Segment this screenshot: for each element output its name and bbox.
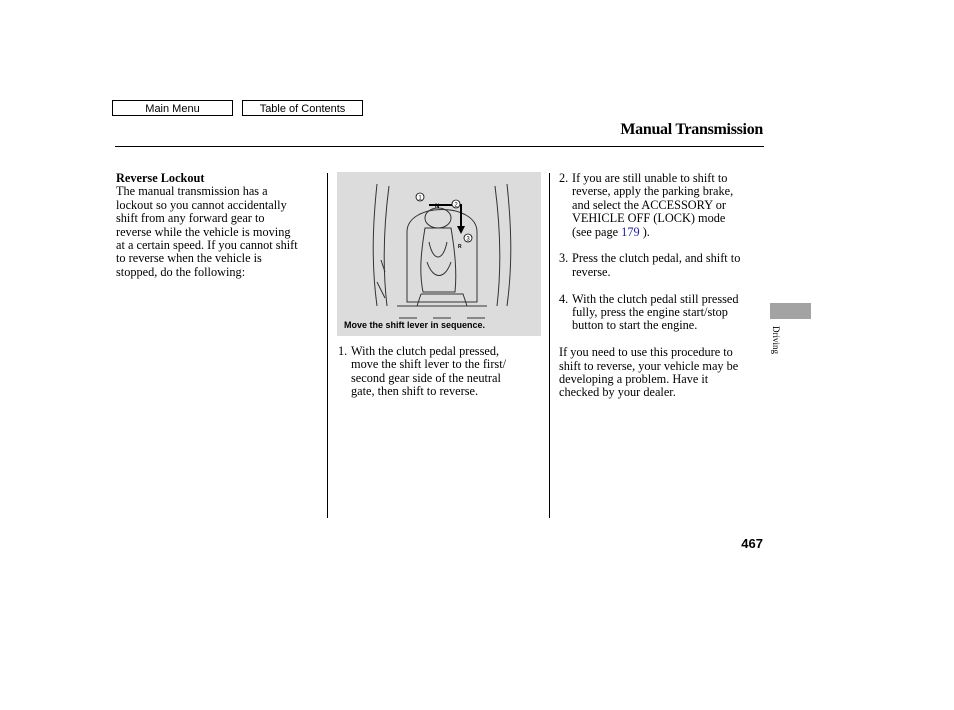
intro-line: lockout so you cannot accidentally (116, 197, 287, 212)
step-line: second gear side of the neutral (351, 370, 501, 385)
step-1 (338, 345, 533, 399)
step-line: reverse. (572, 264, 611, 279)
step-3 (559, 252, 765, 279)
note-line: shift to reverse, your vehicle may be (559, 358, 739, 373)
column-divider-right (549, 173, 550, 518)
step-line: reverse, apply the parking brake, (572, 184, 734, 199)
step-4 (559, 293, 765, 333)
step-line: button to start the engine. (572, 318, 698, 333)
note-line: developing a problem. Have it (559, 372, 709, 387)
step-line: Press the clutch pedal, and shift to (572, 251, 741, 266)
step-marker-2: 2 (454, 202, 458, 209)
step-marker-1: 1 (418, 195, 422, 202)
step-line: move the shift lever to the first/ (351, 357, 507, 372)
reverse-lockout-section (116, 172, 324, 279)
step-number: 4. (559, 291, 569, 306)
chapter-tab (770, 303, 811, 319)
see-page-suffix: ). (639, 224, 650, 239)
main-menu-button[interactable]: Main Menu (112, 100, 233, 116)
neutral-label: N (435, 204, 440, 210)
see-page-prefix: (see page (572, 224, 622, 239)
header-rule (115, 146, 764, 147)
chapter-label: Driving (771, 326, 781, 354)
intro-line: at a certain speed. If you cannot shift (116, 238, 298, 253)
shift-lever-drawing (337, 172, 541, 336)
step-number: 1. (338, 344, 348, 358)
figure-caption: Move the shift lever in sequence. (344, 320, 486, 330)
intro-line: reverse while the vehicle is moving (116, 224, 291, 239)
step-2 (559, 172, 765, 239)
note-line: If you need to use this procedure to (559, 345, 733, 360)
step-line: and select the ACCESSORY or (572, 197, 726, 212)
step-line: fully, press the engine start/stop (572, 305, 728, 320)
step-number: 3. (559, 251, 569, 266)
dealer-note (559, 346, 765, 400)
step-marker-3: 3 (466, 236, 470, 243)
intro-line: stopped, do the following: (116, 264, 246, 279)
step-line: VEHICLE OFF (LOCK) mode (572, 211, 726, 226)
page-title: Manual Transmission (620, 121, 763, 138)
step-line (572, 226, 765, 239)
intro-line: The manual transmission has a (116, 184, 268, 199)
column-divider-left (327, 173, 328, 518)
steps-continued (559, 172, 765, 400)
step-line: With the clutch pedal still pressed (572, 291, 739, 306)
page-number: 467 (741, 536, 763, 551)
reverse-label: R (458, 244, 462, 250)
step-line: gate, then shift to reverse. (351, 384, 479, 399)
note-line: checked by your dealer. (559, 385, 676, 400)
intro-line: to reverse when the vehicle is (116, 251, 262, 266)
shift-lever-illustration (337, 172, 541, 336)
intro-line: shift from any forward gear to (116, 211, 265, 226)
step-line: If you are still unable to shift to (572, 171, 728, 185)
table-of-contents-button[interactable]: Table of Contents (242, 100, 363, 116)
step-number: 2. (559, 171, 569, 185)
section-heading: Reverse Lockout (116, 171, 205, 185)
page-179-link[interactable]: 179 (621, 224, 640, 239)
step-line: With the clutch pedal pressed, (351, 344, 500, 358)
